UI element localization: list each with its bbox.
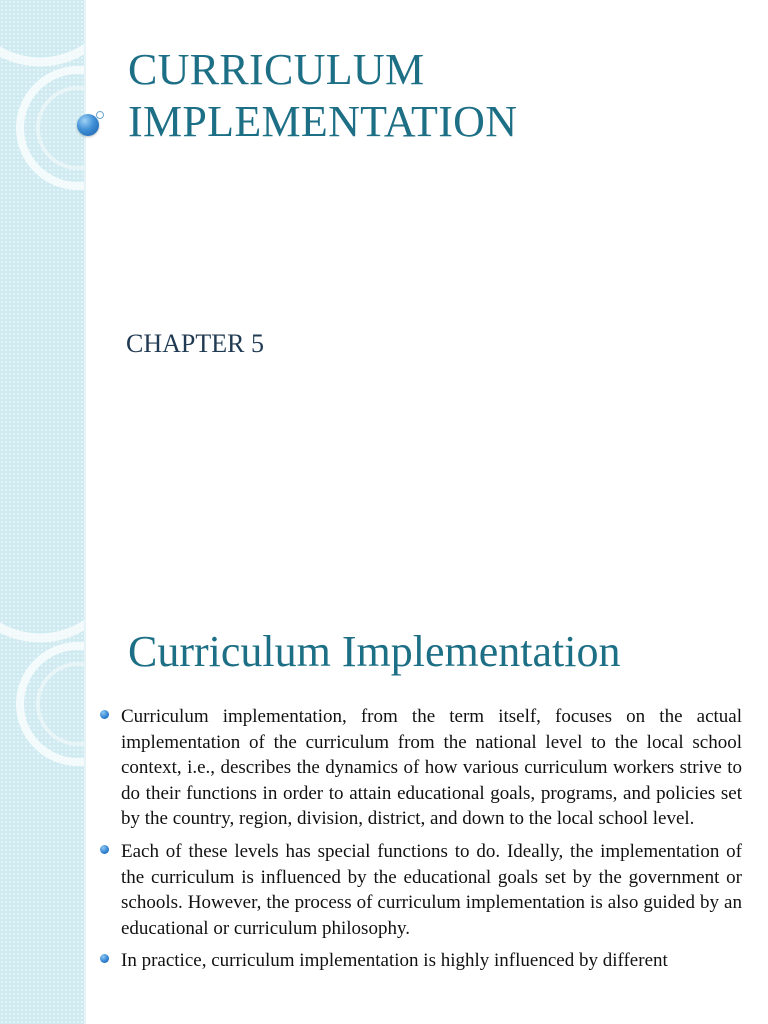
bullet-icon	[100, 954, 109, 963]
title-line-1: CURRICULUM	[128, 45, 425, 94]
bullet-icon	[100, 845, 109, 854]
slide-subtitle: CHAPTER 5	[126, 329, 264, 358]
bullet-text: In practice, curriculum implementation is highly influenced by different	[121, 950, 668, 972]
bullet-list	[100, 704, 742, 981]
circles-decoration-icon	[0, 576, 84, 1024]
bullet-text: Curriculum implementation, from the term itself, focuses on the actual implementation of the curriculum from the national level to the local school context, i.e., describes the dynamics of how various curriculum workers strive to do their functions in order to attain educational goals, programs, and policies set by the country, region, division, district, and down to the local school level.	[121, 706, 742, 830]
slide-title	[128, 44, 517, 148]
list-item	[100, 948, 742, 974]
orb-decoration-icon	[77, 114, 99, 136]
title-line-2: IMPLEMENTATION	[128, 97, 518, 146]
circles-decoration-icon	[0, 0, 84, 576]
bullet-text: Each of these levels has special functions to do. Ideally, the implementation of the curriculum is influenced by the educational goals set by the government or schools. However, the process of curriculum implementation is also guided by an educational or curriculum philosophy.	[121, 840, 742, 939]
content-slide-title: Curriculum Implementation	[128, 627, 621, 676]
list-item	[100, 704, 742, 832]
bullet-icon	[100, 710, 109, 719]
list-item	[100, 839, 742, 941]
sidebar-decoration	[0, 0, 86, 576]
sidebar-decoration	[0, 576, 86, 1024]
content-slide	[0, 576, 768, 1024]
small-ring-decoration-icon	[96, 111, 104, 119]
